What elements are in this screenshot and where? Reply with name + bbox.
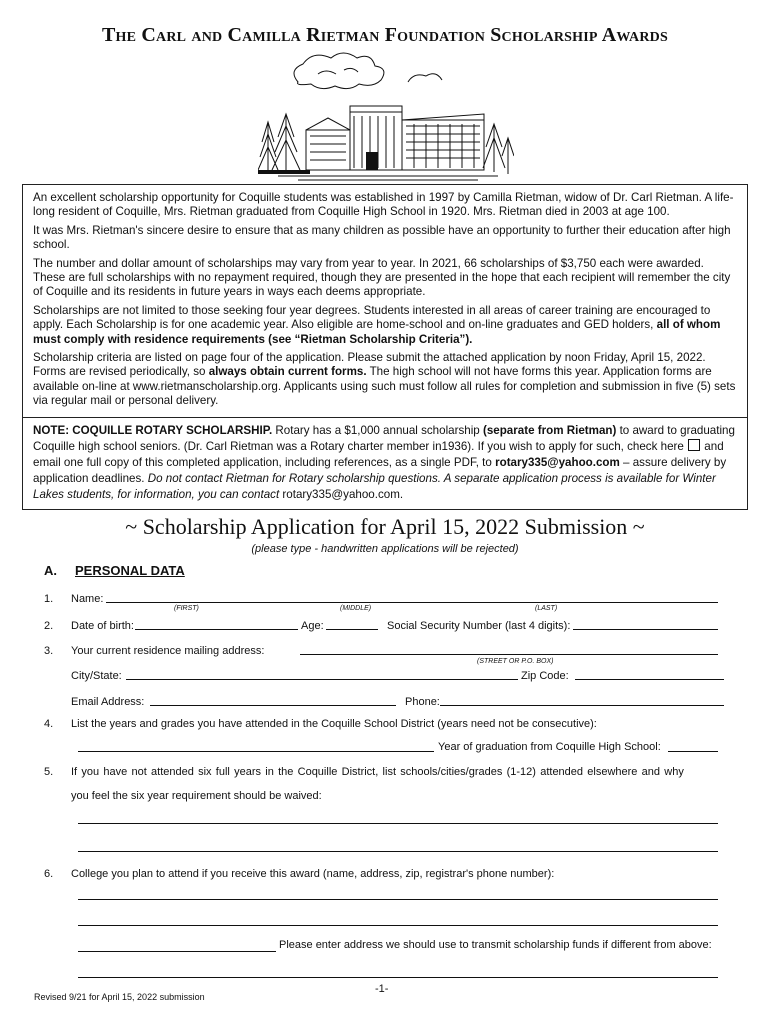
- section-a-heading: A. PERSONAL DATA: [44, 563, 185, 578]
- college-answer-line[interactable]: [78, 899, 718, 900]
- info-paragraph: An excellent scholarship opportunity for Coquille students was established in 1997 by Camilla Rietman, widow of Dr. Carl Rietman. A life-long resident of Coquille, Mrs. Rietman graduated from Coquille High School in 1920. Mrs. Rietman died in 2003 at age 100.: [33, 191, 734, 219]
- q5-number: 5.: [44, 766, 54, 778]
- address-label: Your current residence mailing address:: [71, 645, 265, 657]
- school-building-sketch-icon: [258, 52, 514, 186]
- name-field[interactable]: [106, 602, 718, 603]
- city-state-field[interactable]: [126, 679, 518, 680]
- phone-label: Phone:: [405, 696, 440, 708]
- q1-number: 1.: [44, 593, 54, 605]
- rotary-checkbox[interactable]: [688, 439, 700, 451]
- street-caption: (STREET OR P.O. BOX): [477, 658, 554, 665]
- q5-label-line2: you feel the six year requirement should be waived:: [71, 790, 322, 802]
- zip-label: Zip Code:: [521, 670, 569, 682]
- middle-name-caption: (MIDDLE): [340, 605, 372, 612]
- years-attended-field[interactable]: [78, 751, 434, 752]
- graduation-year-label: Year of graduation from Coquille High School:: [438, 741, 661, 753]
- application-subtitle: (please type - handwritten applications will be rejected): [251, 543, 519, 555]
- q5-answer-line[interactable]: [78, 851, 718, 852]
- email-label: Email Address:: [71, 696, 145, 708]
- info-paragraph: Scholarship criteria are listed on page four of the application. Please submit the attached application by noon Friday, April 15, 2022. Forms are revised periodically, so always obtain current forms. The high school will not have forms this year. Application forms are available on-line at www.rietmanscholarship.org. Applicants using such must follow all rules for completion and submission in five (5) sets via regular mail or personal delivery.: [33, 351, 736, 408]
- address-field[interactable]: [300, 654, 718, 655]
- rotary-note: NOTE: COQUILLE ROTARY SCHOLARSHIP. Rotary has a $1,000 annual scholarship (separate from Rietman) to award to graduating Coquille high school seniors. (Dr. Carl Rietman was a Rotary charter member in1936). If you wish to apply for such, check here and email one full copy of this completed application, including references, as a single PDF, to rotary335@yahoo.com – assure delivery by application deadlines. Do not contact Rietman for Rotary scholarship questions. A separate application process is available for Winter Lakes students, for information, you can contact rotary335@yahoo.com.: [23, 417, 747, 509]
- first-name-caption: (FIRST): [174, 605, 199, 612]
- rotary-email[interactable]: rotary335@yahoo.com: [495, 455, 620, 469]
- q5-label-line1: If you have not attended six full years in the Coquille District, list schools/cities/grades (1-12) attended elsewhere and why: [71, 766, 684, 778]
- city-state-label: City/State:: [71, 670, 122, 682]
- fund-address-field[interactable]: [78, 951, 276, 952]
- dob-label: Date of birth:: [71, 620, 134, 632]
- q6-number: 6.: [44, 868, 54, 880]
- foundation-description: [23, 185, 747, 417]
- age-field[interactable]: [326, 629, 378, 630]
- fund-address-line[interactable]: [78, 977, 718, 978]
- ssn-label: Social Security Number (last 4 digits):: [387, 620, 571, 632]
- graduation-year-field[interactable]: [668, 751, 718, 752]
- q4-label: List the years and grades you have attended in the Coquille School District (years need not be consecutive):: [71, 718, 597, 730]
- revision-note: Revised 9/21 for April 15, 2022 submission: [34, 992, 205, 1002]
- name-label: Name:: [71, 593, 104, 605]
- phone-field[interactable]: [440, 705, 724, 706]
- application-title: ~ Scholarship Application for April 15, 2022 Submission ~: [125, 514, 645, 539]
- email-field[interactable]: [150, 705, 396, 706]
- fund-address-label: Please enter address we should use to transmit scholarship funds if different from above:: [279, 939, 712, 951]
- q3-number: 3.: [44, 645, 54, 657]
- info-paragraph: The number and dollar amount of scholarships may vary from year to year. In 2021, 66 scholarships of $3,750 each were awarded. These are full scholarships with no repayment required, though they are presented in the hope that each recipient will remember the city of Coquille and its residents in future years in ways each deems appropriate.: [33, 256, 731, 299]
- college-answer-line[interactable]: [78, 925, 718, 926]
- document-title: The Carl and Camilla Rietman Foundation Scholarship Awards: [102, 24, 668, 46]
- info-box: [22, 184, 748, 510]
- page-number: -1-: [375, 983, 389, 995]
- dob-field[interactable]: [135, 629, 298, 630]
- zip-field[interactable]: [575, 679, 724, 680]
- q4-number: 4.: [44, 718, 54, 730]
- age-label: Age:: [301, 620, 324, 632]
- q5-answer-line[interactable]: [78, 823, 718, 824]
- info-paragraph: Scholarships are not limited to those seeking four year degrees. Students interested in all areas of career training are encouraged to apply. Each Scholarship is for one academic year. Also eligible are home-school and on-line graduates and GED holders, all of whom must comply with residence requirements (see “Rietman Scholarship Criteria”).: [33, 303, 721, 346]
- ssn-field[interactable]: [573, 629, 718, 630]
- q2-number: 2.: [44, 620, 54, 632]
- q6-label: College you plan to attend if you receive this award (name, address, zip, registrar's phone number):: [71, 868, 555, 880]
- last-name-caption: (LAST): [535, 605, 558, 612]
- info-paragraph: It was Mrs. Rietman's sincere desire to ensure that as many children as possible have an opportunity to further their education after high school.: [33, 223, 731, 252]
